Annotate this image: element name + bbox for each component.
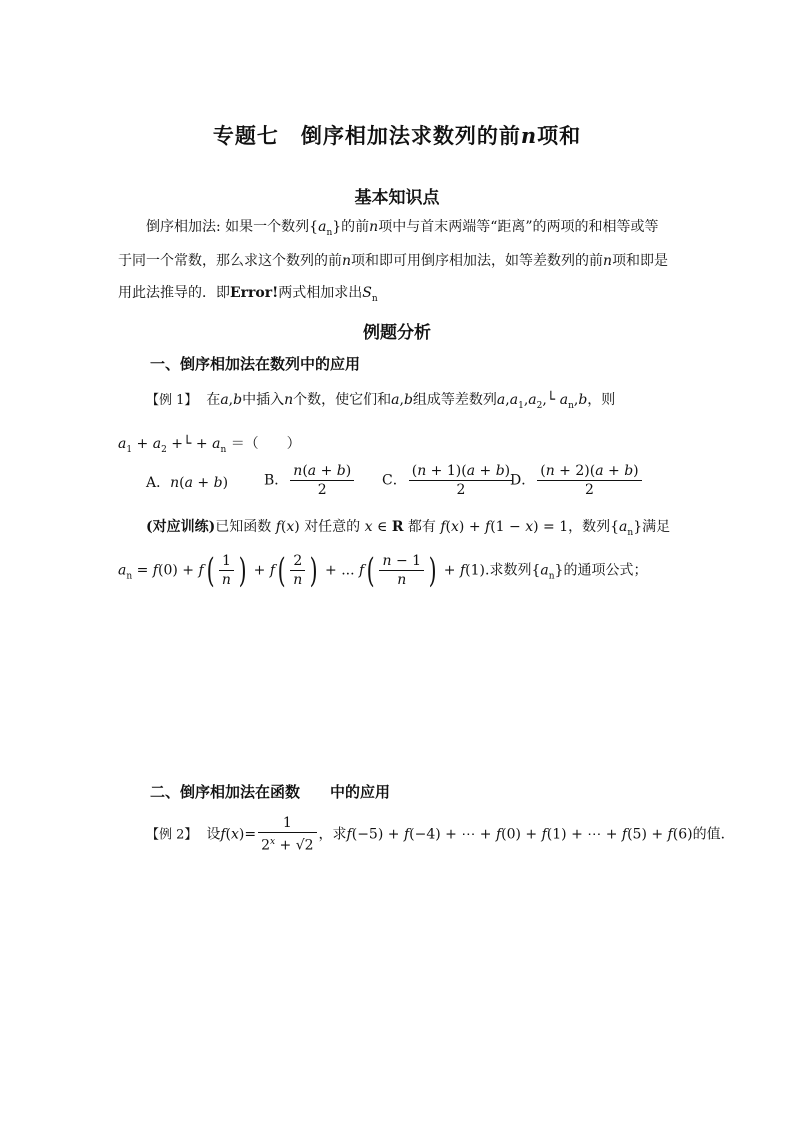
train-tail: .求数列 (485, 562, 532, 579)
train-c: 都有 (407, 519, 436, 535)
section-examples-heading: 例题分析 (363, 323, 431, 343)
basic-text-2c: 项和即是 (612, 253, 669, 269)
error-text: Error! (230, 285, 279, 301)
basic-text-2b: 项和即可用倒序相加法，如等差数列的前 (351, 253, 604, 269)
train-b: 对任意的 (304, 519, 361, 535)
part1-heading: 一、倒序相加法在数列中的应用 (150, 355, 361, 373)
option-d: D． $\frac{(n + 2)(a + b)}{2}$ (510, 462, 644, 499)
basic-text-1c: 项中与首末两端等“距离”的两项的和相等或等 (378, 219, 659, 235)
basic-text-2a: 于同一个常数，那么求这个数列的前 (118, 253, 342, 269)
training-label: (对应训练) (146, 519, 216, 535)
option-a-label: A． (146, 475, 171, 491)
part2-heading: 二、倒序相加法在函数 中的应用 (150, 783, 391, 801)
training-line-1: (对应训练)已知函数 f(x) 对任意的 x ∈ R 都有 f(x) + f(1 − x) = 1，数列$\{a_n\}$满足 (146, 519, 671, 538)
example1-label: 【例 1】 (146, 393, 198, 408)
ex1-d: 组成等差数列 (412, 392, 497, 408)
option-b: B． $\frac{n(a + b)}{2}$ (264, 462, 356, 499)
ex2-c: 的值． (692, 826, 735, 843)
basic-line-3: 用此法推导的．即Error!两式相加求出$S_n$ (118, 285, 378, 304)
basic-text-1b: 的前 (341, 219, 370, 235)
training-line-2: $a_n = f(0) + f$( $\frac{1}{n}$ ) + f( $\frac{2}{n}$ ) + ... f( $\frac{n - 1}{n}$ ) + f(1).求数列$\{a_n\}$的通项公式； (118, 550, 648, 591)
train-a: 已知函数 (215, 519, 272, 535)
option-a: A．n(a + b) (146, 475, 229, 491)
basic-text-1a: 倒序相加法: 如果一个数列 (146, 219, 310, 235)
example1-line-2: $a_1 + a_2$ +└ + $a_n$ ＝（ ） (118, 436, 301, 455)
ex1-e: ，则 (587, 392, 616, 408)
ex1-b: 中插入 (242, 392, 285, 408)
page-title (0, 120, 794, 150)
title-text: 专题七 倒序相加法求数列的前 (212, 123, 521, 148)
title-tail: 项和 (537, 123, 582, 148)
title-n: n (520, 123, 538, 148)
example2-line: 【例 2】 设f(x)= $\frac{1}{2^x + √2}$ ，求f(−5) + f(−4) + ⋯ + f(0) + f(1) + ⋯ + f(5) + f(6)的值． (146, 815, 735, 854)
option-c: C． $\frac{(n + 1)(a + b)}{2}$ (382, 462, 515, 499)
option-b-label: B． (264, 472, 289, 489)
ex1-blank: ＝（ ） (230, 436, 301, 452)
train-e: 满足 (642, 519, 671, 535)
basic-line-2: 于同一个常数，那么求这个数列的前n项和即可用倒序相加法，如等差数列的前n项和即是 (118, 253, 669, 269)
section-basic-heading: 基本知识点 (354, 188, 440, 208)
ex2-a: 设 (206, 826, 221, 843)
train-end: 的通项公式； (563, 562, 648, 579)
ex2-b: ，求 (318, 826, 347, 843)
option-c-label: C． (382, 472, 407, 489)
option-d-label: D． (510, 472, 536, 489)
basic-line-1: 倒序相加法: 如果一个数列$\{a_n\}$的前n项中与首末两端等“距离”的两项的和相等或等 (146, 219, 659, 238)
train-d: ，数列 (568, 519, 611, 535)
basic-text-3a: 用此法推导的．即 (118, 285, 230, 301)
ex1-c: 个数，使它们和 (293, 392, 392, 408)
basic-text-3b: 两式相加求出 (278, 285, 363, 301)
example1-line-1: 【例 1】 在a,b中插入n个数，使它们和a,b组成等差数列$a,a_1,a_2,└$ $a_n,b$，则 (146, 392, 616, 411)
ex1-a: 在 (206, 392, 221, 408)
example2-label: 【例 2】 (146, 827, 198, 843)
